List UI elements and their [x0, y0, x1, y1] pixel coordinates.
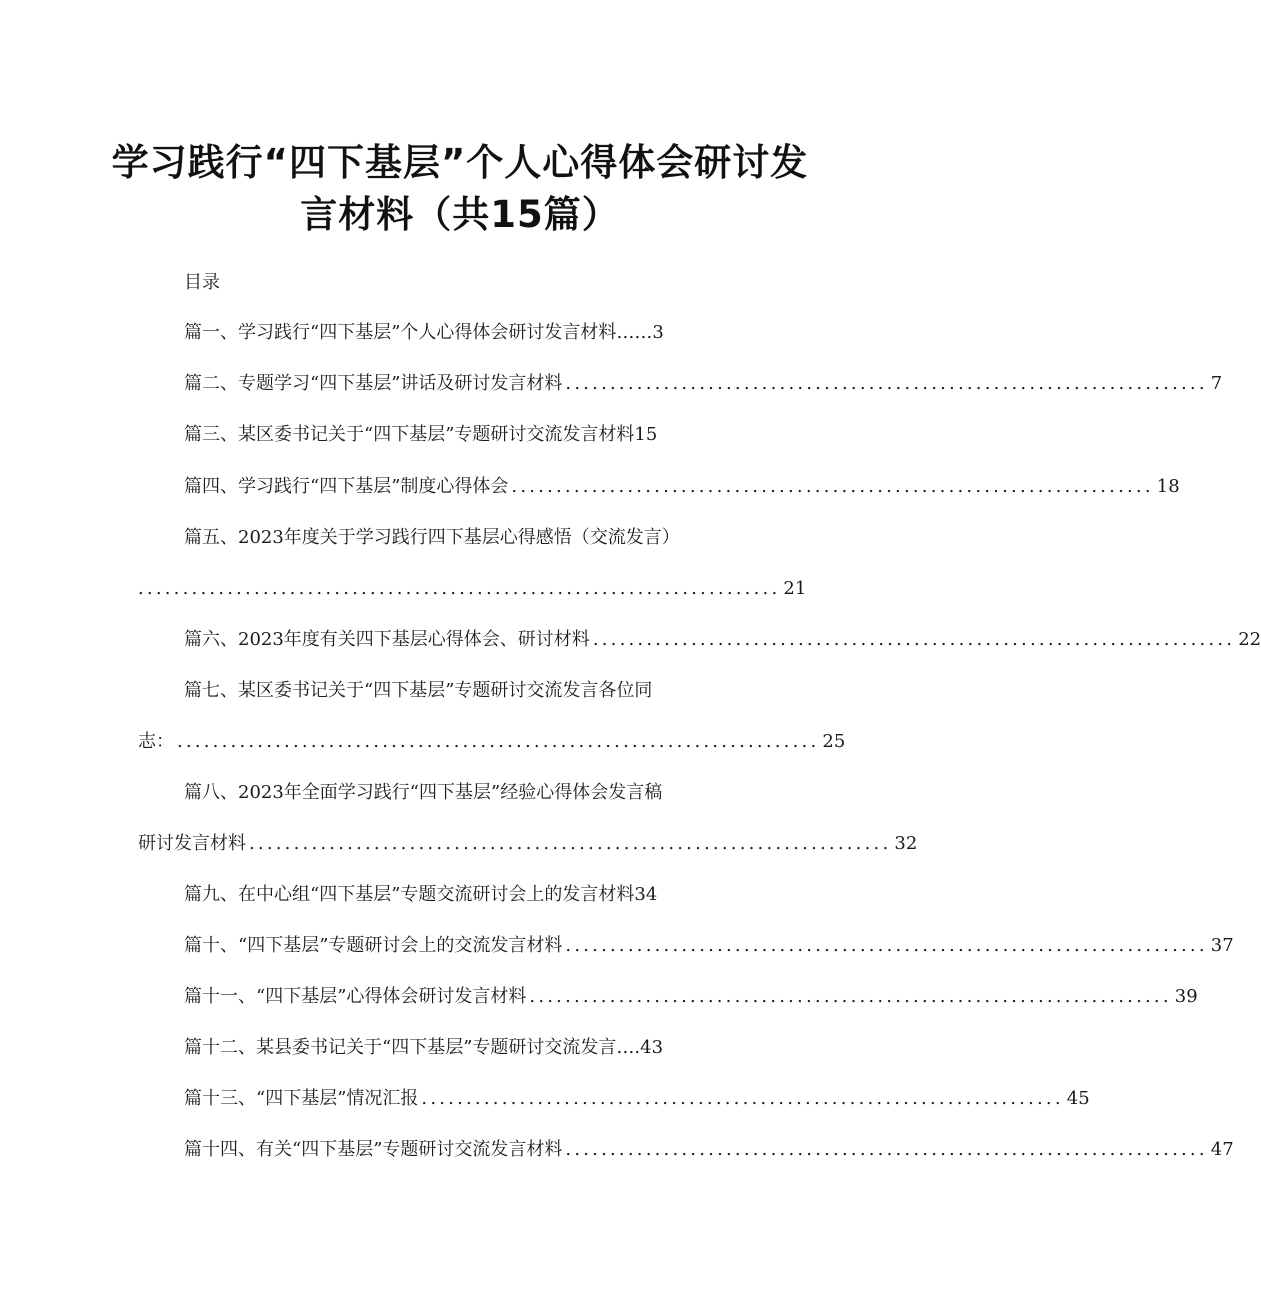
- toc-heading: 目录: [184, 272, 220, 293]
- toc-entry-5[interactable]: [184, 523, 680, 553]
- toc-entry-text: 篇十、“四下基层”专题研讨会上的交流发言材料: [184, 935, 563, 956]
- toc-entry-4[interactable]: [184, 472, 1180, 502]
- toc-entry-11[interactable]: [184, 982, 1198, 1012]
- toc-entry-text: 篇二、专题学习“四下基层”讲话及研讨发言材料: [184, 373, 563, 394]
- toc-page-number: 37: [1210, 935, 1234, 956]
- toc-leader-dots: ........................................................................: [529, 986, 1172, 1007]
- toc-entry-text: 篇四、学习践行“四下基层”制度心得体会: [184, 476, 509, 497]
- toc-entry-5-continuation[interactable]: [138, 574, 807, 604]
- toc-page-number: 22: [1238, 629, 1261, 650]
- toc-entry-3[interactable]: [184, 420, 657, 450]
- toc-entry-text: 篇三、某区委书记关于“四下基层”专题研讨交流发言材料15: [184, 424, 658, 445]
- toc-entry-continuation-text: 志：: [138, 731, 174, 752]
- document-title-line-1: 学习践行“四下基层”个人心得体会研讨发: [111, 141, 809, 184]
- toc-page-number: 7: [1210, 373, 1223, 394]
- toc-entry-text: 篇五、2023年度关于学习践行四下基层心得感悟（交流发言）: [184, 527, 680, 548]
- toc-page-number: 32: [894, 833, 918, 854]
- toc-entry-text: 篇一、学习践行“四下基层”个人心得体会研讨发言材料……3: [184, 322, 664, 343]
- toc-entry-13[interactable]: [184, 1084, 1090, 1114]
- toc-entry-text: 篇十四、有关“四下基层”专题研讨交流发言材料: [184, 1139, 563, 1160]
- toc-page-number: 21: [783, 578, 807, 599]
- toc-page-number: 47: [1210, 1139, 1234, 1160]
- toc-page-number: 18: [1156, 476, 1180, 497]
- toc-entry-7-continuation[interactable]: [138, 727, 846, 757]
- toc-entry-text: 篇八、2023年全面学习践行“四下基层”经验心得体会发言稿: [184, 782, 663, 803]
- toc-entry-14[interactable]: [184, 1135, 1234, 1165]
- toc-entry-text: 篇十一、“四下基层”心得体会研讨发言材料: [184, 986, 527, 1007]
- toc-leader-dots: ........................................................................: [421, 1088, 1064, 1109]
- toc-entry-7[interactable]: [184, 676, 652, 706]
- toc-leader-dots: ........................................................................: [565, 1139, 1208, 1160]
- toc-entry-text: 篇六、2023年度有关四下基层心得体会、研讨材料: [184, 629, 590, 650]
- toc-entry-text: 篇十三、“四下基层”情况汇报: [184, 1088, 419, 1109]
- toc-entry-8-continuation[interactable]: [138, 829, 918, 859]
- document-title-line-2: 言材料（共15篇）: [300, 193, 620, 236]
- toc-leader-dots: ........................................................................: [177, 731, 820, 752]
- toc-entry-10[interactable]: [184, 931, 1234, 961]
- toc-entry-1[interactable]: [184, 318, 664, 348]
- toc-leader-dots: ........................................................................: [565, 935, 1208, 956]
- toc-leader-dots: ........................................................................: [511, 476, 1154, 497]
- toc-entry-6[interactable]: [184, 625, 1261, 655]
- toc-page-number: 39: [1174, 986, 1198, 1007]
- toc-entry-text: 篇七、某区委书记关于“四下基层”专题研讨交流发言各位同: [184, 680, 653, 701]
- toc-entry-12[interactable]: [184, 1033, 663, 1063]
- toc-entry-text: 篇十二、某县委书记关于“四下基层”专题研讨交流发言….43: [184, 1037, 664, 1058]
- toc-page-number: 45: [1066, 1088, 1090, 1109]
- toc-entry-9[interactable]: [184, 880, 657, 910]
- toc-entry-text: 篇九、在中心组“四下基层”专题交流研讨会上的发言材料34: [184, 884, 658, 905]
- toc-page-number: 25: [822, 731, 846, 752]
- toc-entry-2[interactable]: [184, 369, 1223, 399]
- toc-leader-dots: ........................................................................: [592, 629, 1236, 650]
- toc-leader-dots: ........................................................................: [565, 373, 1208, 394]
- toc-leader-dots: ........................................................................: [249, 833, 892, 854]
- toc-entry-continuation-text: 研讨发言材料: [138, 833, 246, 854]
- toc-entry-8[interactable]: [184, 778, 662, 808]
- toc-leader-dots: ........................................................................: [138, 578, 781, 599]
